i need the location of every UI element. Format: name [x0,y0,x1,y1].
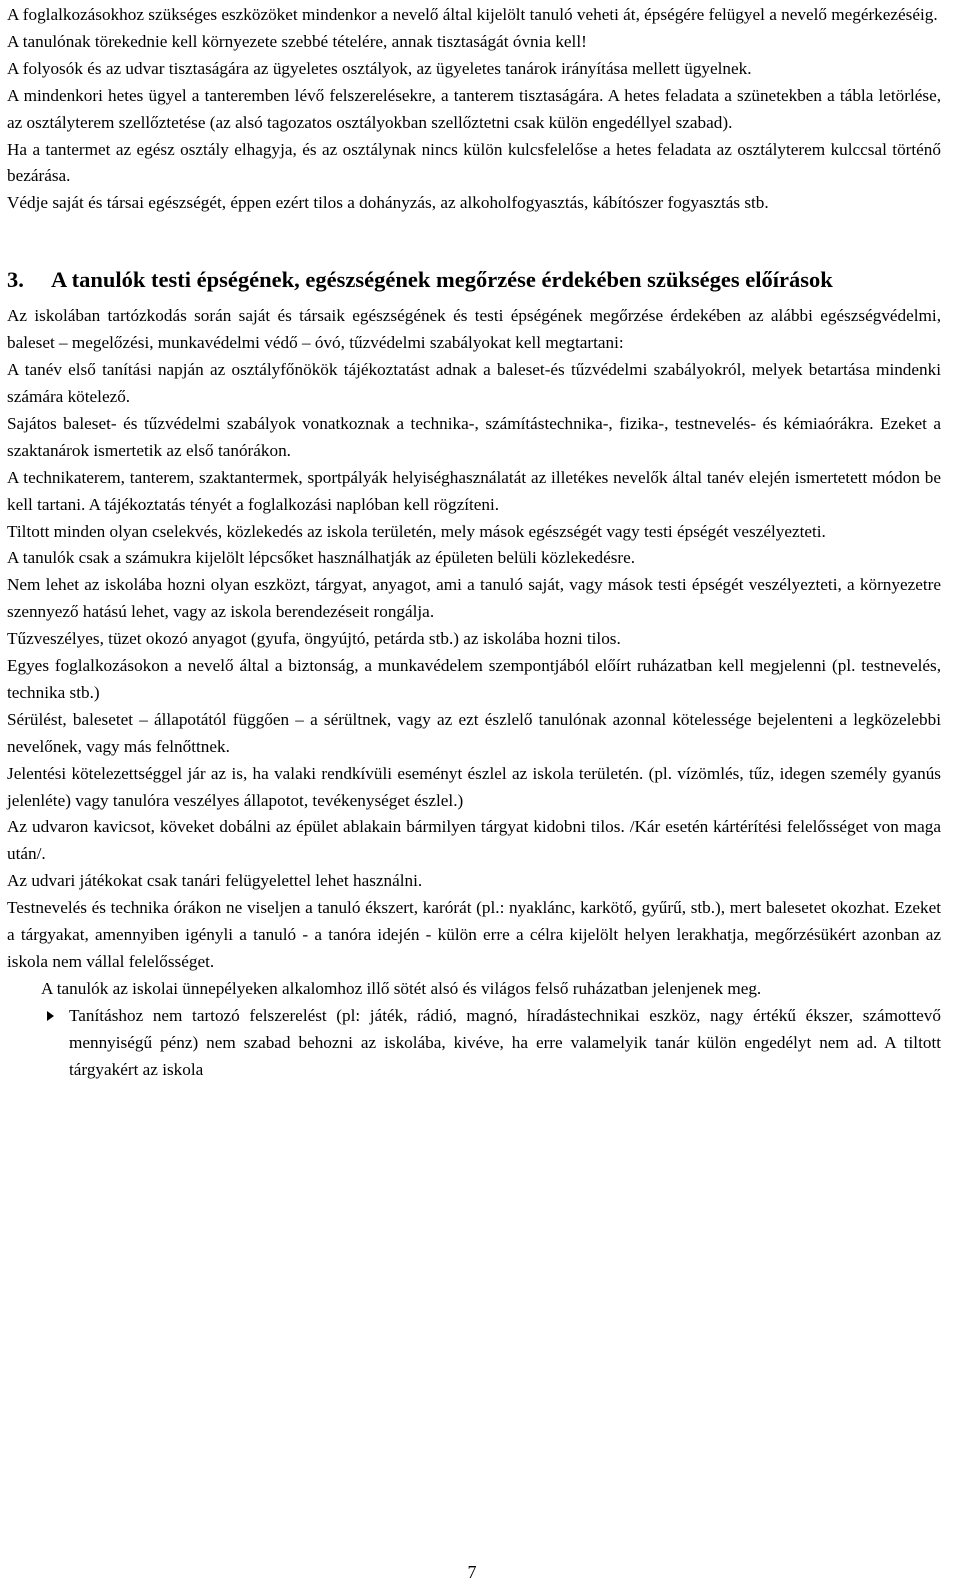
paragraph: A tanév első tanítási napján az osztályfőnökök tájékoztatást adnak a baleset-és tűzvédelmi szabályokról, melyek betartása mindenki számára kötelező. [7,360,941,406]
paragraph: A technikaterem, tanterem, szaktantermek, sportpályák helyiséghasználatát az illetékes nevelők által tanév elején ismertetett módon be kell tartani. A tájékoztatás tényét a foglalkozási naplóban kell rögzíteni. [7,467,941,514]
paragraph: Nem lehet az iskolába hozni olyan eszközt, tárgyat, anyagot, ami a tanuló saját, vagy mások testi épségét veszélyezteti, a környezetre szennyező hatású lehet, vagy az iskola berendezéseit rongálja. [7,575,941,622]
paragraph: Védje saját és társai egészségét, éppen ezért tilos a dohányzás, az alkoholfogyasztás, kábítószer fogyasztás stb. [7,193,769,213]
paragraph: Ha a tantermet az egész osztály elhagyja, és az osztálynak nincs külön kulcsfelelőse a hetes feladata az osztályterem kulccsal történő bezárása. [7,139,941,186]
section-title: A tanulók testi épségének, egészségének megőrzése érdekében szükséges előírások [51,267,833,293]
triangle-bullet-icon [45,1003,69,1084]
bullet-text: Tanításhoz nem tartozó felszerelést (pl: játék, rádió, magnó, híradástechnikai eszköz, nagy értékű ékszer, számottevő mennyiségű pénz) nem szabad behozni az iskolába, kivéve, ha erre valamelyik tanár külön engedélyt nem ad. A tiltott tárgyakért az iskola [69,1005,941,1079]
paragraph: Testnevelés és technika órákon ne viseljen a tanuló ékszert, karórát (pl.: nyaklánc, karkötő, gyűrű, stb.), mert balesetet okozhat. Ezeket a tárgyakat, amennyiben igényli a tanuló - a tanóra idején - külön erre a célra kijelölt helyen lerakhatja, megőrzésükért azonban az iskola nem vállal felelősséget. [7,898,941,971]
section-heading [7,265,941,295]
paragraph: Az udvaron kavicsot, köveket dobálni az épület ablakain bármilyen tárgyat kidobni tilos. /Kár esetén kártérítési felelősséget von maga után/. [7,817,941,864]
paragraph: Sajátos baleset- és tűzvédelmi szabályok vonatkoznak a technika-, számítástechnika-, fizika-, testnevelés- és kémiaórákra. Ezeket a szaktanárok ismertetik az első tanórákon. [7,413,941,460]
bullet-item [45,1003,941,1084]
paragraph: A foglalkozásokhoz szükséges eszközöket mindenkor a nevelő által kijelölt tanuló veheti át, épségére felügyel a nevelő megérkezéséig. [7,5,938,24]
document-content [7,2,941,1084]
paragraph: Jelentési kötelezettséggel jár az is, ha valaki rendkívüli eseményt észlel az iskola területén. (pl. vízömlés, tűz, idegen személy gyanús jelenléte) vagy tanulóra veszélyes állapotot, tevékenységet észlel.) [7,763,941,810]
section-number: 3. [7,267,24,293]
paragraph: Tiltott minden olyan cselekvés, közlekedés az iskola területén, mely mások egészségét vagy testi épségét veszélyezteti. [7,521,826,541]
spacer [7,217,941,265]
paragraph: Az udvari játékokat csak tanári felügyelettel lehet használni. [7,871,423,891]
page-number: 7 [467,1562,477,1582]
paragraph: A mindenkori hetes ügyel a tanteremben lévő felszerelésekre, a tanterem tisztaságára. A hetes feladata a szünetekben a tábla letörlése, az osztályterem szellőztetése (az alsó tagozatos osztályokban szellőztetni csak külön engedéllyel szabad). [7,85,941,132]
paragraph: A tanulónak törekednie kell környezete szebbé tételére, annak tisztaságát óvnia kell! [7,31,587,51]
paragraph: Egyes foglalkozásokon a nevelő által a biztonság, a munkavédelem szempontjából előírt ruházatban kell megjelenni (pl. testnevelés, technika stb.) [7,656,941,702]
paragraph: A folyosók és az udvar tisztaságára az ügyeletes osztályok, az ügyeletes tanárok irányítása mellett ügyelnek. [7,58,752,78]
indented-paragraph: A tanulók az iskolai ünnepélyeken alkalomhoz illő sötét alsó és világos felső ruházatban jelenjenek meg. [41,978,762,998]
paragraph: Tűzveszélyes, tüzet okozó anyagot (gyufa, öngyújtó, petárda stb.) az iskolába hozni tilos. [7,629,621,649]
paragraph: Az iskolában tartózkodás során saját és társaik egészségének és testi épségének megőrzése érdekében az alábbi egészségvédelmi, baleset – megelőzési, munkavédelmi védő – óvó, tűzvédelmi szabályokat kell megtartani: [7,306,941,353]
paragraph: A tanulók csak a számukra kijelölt lépcsőket használhatják az épületen belüli közlekedésre. [7,548,636,568]
paragraph: Sérülést, balesetet – állapotától függően – a sérültnek, vagy az ezt észlelő tanulónak azonnal kötelessége bejelenteni a legközelebbi nevelőnek, vagy más felnőttnek. [7,709,941,756]
